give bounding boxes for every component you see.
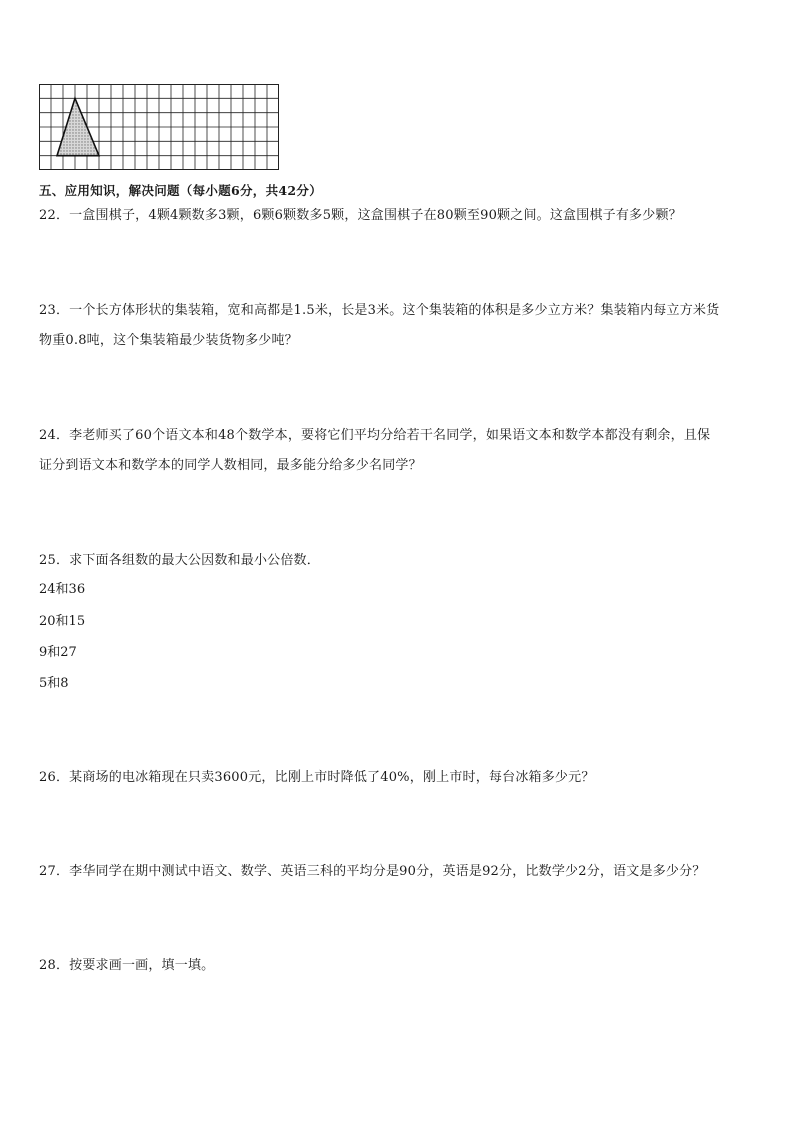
question-24: [39, 421, 759, 481]
number-pair: 24和36: [39, 582, 86, 597]
question-line: 23．一个长方体形状的集装箱，宽和高都是1.5米，长是3米。这个集装箱的体积是多少立方米？集装箱内每立方米货: [39, 303, 720, 318]
question-line: 25．求下面各组数的最大公因数和最小公倍数．: [39, 553, 320, 568]
question-22: [39, 201, 759, 231]
question-28: [39, 951, 759, 981]
number-pair: 9和27: [39, 645, 77, 660]
triangle-grid-figure: [39, 84, 279, 170]
question-26: [39, 763, 759, 793]
question-line: 物重0.8吨，这个集装箱最少装货物多少吨？: [39, 333, 298, 348]
question-line: 27．李华同学在期中测试中语文、数学、英语三科的平均分是90分，英语是92分，比数学少2分，语文是多少分？: [39, 864, 706, 879]
question-25: [39, 546, 759, 576]
question-27: [39, 857, 759, 887]
section-heading: 五、应用知识，解决问题（每小题6分，共42分）: [39, 183, 322, 198]
question-23: [39, 296, 759, 356]
question-line: 28．按要求画一画，填一填。: [39, 958, 215, 973]
question-line: 26．某商场的电冰箱现在只卖3600元，比刚上市时降低了40%，刚上市时，每台冰箱多少元？: [39, 770, 595, 785]
question-line: 证分到语文本和数学本的同学人数相同，最多能分给多少名同学？: [39, 458, 422, 473]
question-line: 24．李老师买了60个语文本和48个数学本，要将它们平均分给若干名同学，如果语文本和数学本都没有剩余，且保: [39, 428, 711, 443]
number-pair: 20和15: [39, 614, 86, 629]
question-line: 22．一盒围棋子，4颗4颗数多3颗，6颗6颗数多5颗，这盒围棋子在80颗至90颗之间。这盒围棋子有多少颗？: [39, 208, 682, 223]
number-pair: 5和8: [39, 676, 69, 691]
